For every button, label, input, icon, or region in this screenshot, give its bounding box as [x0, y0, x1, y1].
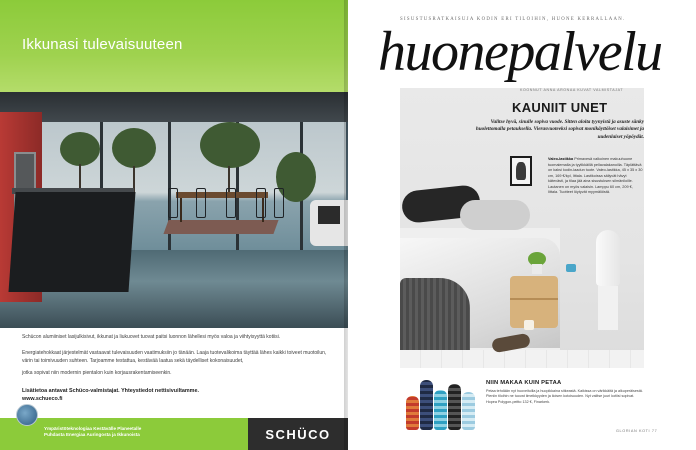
floor-lamp-shade: [596, 230, 620, 286]
ad-header-banner: [0, 0, 348, 92]
section-kicker: SISUSTUSRATKAISUJA KODIN ERI TILOIHIN, HUONE KERRALLAAN.: [400, 17, 626, 22]
tree: [112, 128, 156, 168]
interior-photo: [0, 92, 348, 328]
ad-website-link[interactable]: www.schueco.fi: [22, 396, 63, 402]
sidebar-title: NIIN MAKAA KUIN PETAA: [486, 380, 562, 386]
table-leg: [180, 198, 182, 222]
rolled-mat: [462, 392, 475, 430]
ad-paragraph: Schücon alumiiniset lasijulkisivut, ikkunat ja liukuovet tuovat paitsi luonnon lähellesi myös valoa ja viihtyisyyttä kotiisi.: [22, 334, 281, 340]
article-lede: Valitse hyvä, sinulle sopiva vuode. Sitten aloita tyynyistä ja asuste sänky huolettomalla petauksella. Vierasvuoteeksi sopivat monikäyttöiset valaisimet ja uudenlaiset yöpöydät.: [475, 119, 644, 140]
ad-paragraph: jotka sopivat niin modernin pientalon kuin korjausrakentamiseenkin.: [22, 369, 172, 376]
tree: [60, 132, 100, 166]
section-masthead: huonepalvelu: [378, 21, 662, 83]
dining-table: [176, 192, 268, 198]
dining-chair: [256, 188, 266, 218]
kitchen-island: [9, 192, 136, 292]
mug: [524, 320, 534, 330]
rolled-mats-photo: [406, 374, 478, 430]
dining-chair: [168, 188, 178, 218]
footer-tagline: Ympäristöteknologiaa Kestävälle Planeetalle: [44, 426, 142, 431]
article-body: [548, 157, 643, 196]
plant-pot: [532, 264, 542, 274]
dining-chair: [226, 188, 236, 218]
photo-ceiling: [0, 92, 348, 122]
rolled-mat: [406, 396, 419, 430]
article-body-lead: Valeo-lastikka: [548, 157, 574, 161]
article-body-text: Primavesä valkoinen makuuhuone tuomalemalla ja tyylikkäillä pellavalakanoilla. Täplättävä on kaksi kodin-laadun tuote. Valeo-lastikka, 45 x 35 x 30 cm, 169 €/kpl, Iittala. Lastikoissa säilyvät hävyt kätevästi, ja tilaa jää aina sisustuksen silmäniloille. Lautanen on myös valaisin. Lamppu 60 cm, 209 €, Iittala. Tuotteet löytyvät myymälöistä.: [548, 157, 643, 194]
ad-headline: Ikkunasi tulevaisuuteen: [22, 36, 183, 53]
rug: [163, 220, 278, 234]
ad-footer-bar: [0, 418, 248, 450]
ad-paragraph: Energiatehokkaat järjestelmät vastaavat tulevaisuuden vaatimuksiin jo tänään. Laaja tuotevalikoima täyttää lähes kaikki toiveet muotoilun, värin tai toimivuuden suhteen. Tarjoamme testattua, kestävää laatua sekä täydelliset kokonaisuudet,: [22, 349, 327, 365]
footer-tagline: Puhdasta Energiaa Auringosta ja Ikkunoista: [44, 432, 140, 437]
light-pillow: [460, 200, 530, 230]
article-byline: KOONNUT ANNA ARONAA KUVAT VALMISTAJAT: [520, 88, 624, 92]
dining-chair: [196, 188, 206, 218]
ad-body-text: [22, 333, 328, 384]
ad-contact: [22, 387, 199, 403]
article-title: KAUNIIT UNET: [512, 100, 608, 115]
portrait-figure: [516, 162, 526, 180]
alarm-clock: [566, 264, 576, 272]
page-folio: GLORIAN KOTI 77: [616, 429, 658, 433]
dining-chair: [274, 188, 284, 218]
sofa-cushion: [318, 206, 340, 224]
floorboards: [400, 350, 644, 368]
tree: [200, 122, 260, 168]
magazine-page: [348, 0, 696, 450]
storage-box-seam: [510, 298, 558, 300]
globe-badge-icon: [16, 404, 38, 426]
framed-picture: [510, 156, 532, 186]
wooden-storage-box: [510, 276, 558, 328]
floor-lamp-base: [598, 286, 618, 330]
rolled-mat: [434, 390, 447, 430]
ad-contact-line: Lisätietoa antavat Schüco-valmistajat. Yhteystiedot nettisivuiltamme.: [22, 388, 199, 394]
sidebar-body: Petaa tehdään nyt huoveituilla ja huopikkaina sitkeastä. Kaikissa on värikkäitä ja alkuperäisestä. Pieniin tiloihin ne tuovat ilmeikkyyden ja iloisen kotoisuuden. Nyt valitse juuri kotiisi sopivat. Hopea Polygon-peitto 132 €, Finarkerk.: [486, 389, 643, 404]
rolled-mat: [448, 384, 461, 430]
brand-logo: SCHÜCO: [265, 427, 331, 442]
rolled-mat: [420, 380, 433, 430]
brand-block: [248, 418, 348, 450]
